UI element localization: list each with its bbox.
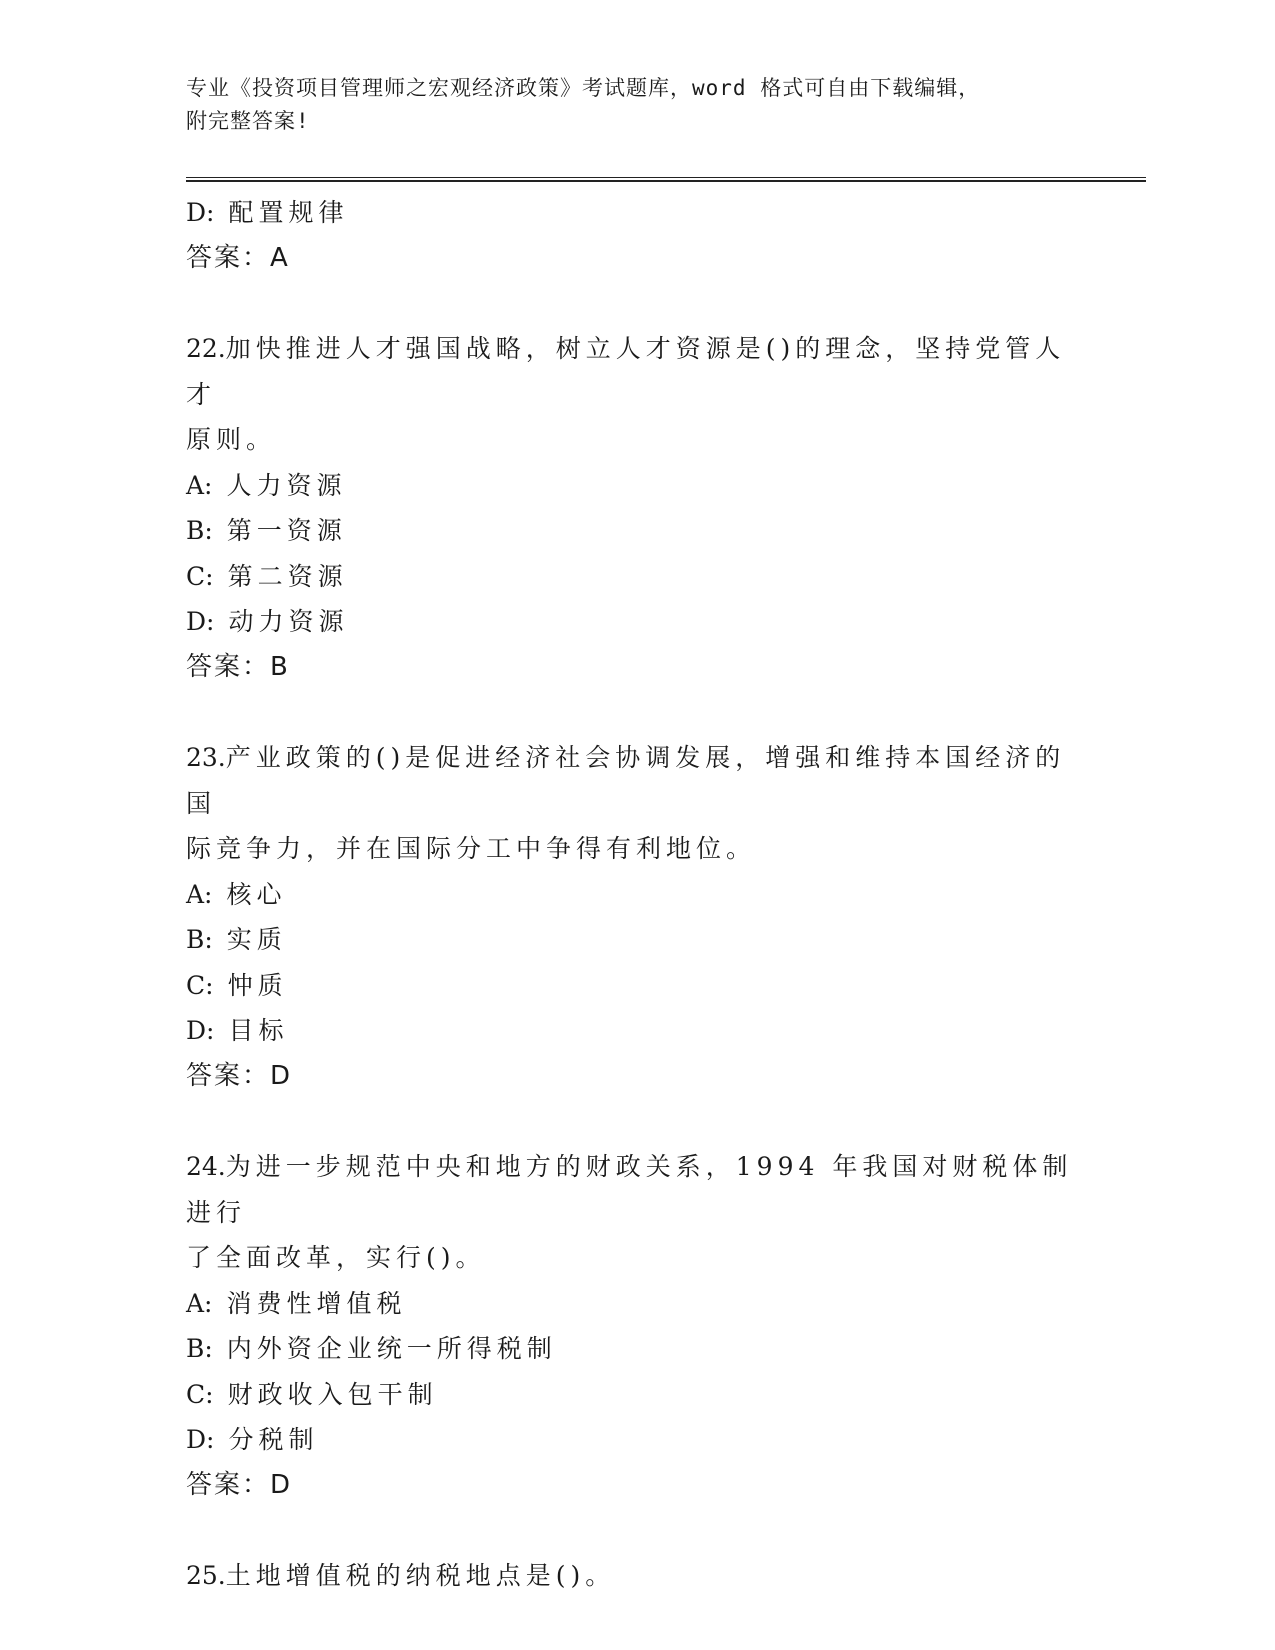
question-stem [186,1553,1076,1599]
option-key: A: [186,470,213,500]
question-number: 22. [186,334,226,363]
option-d [186,190,1086,236]
question-gap [186,1508,1086,1553]
option-key: D: [186,607,215,636]
option-d [186,1417,1086,1463]
question-text-line-1: 土地增值税的纳税地点是()。 [225,1561,616,1590]
question-text-line-1: 产业政策的()是促进经济社会协调发展，增强和维持本国经济的国 [186,743,1066,818]
answer-line: 答案：D [186,1469,293,1500]
option-text: 核心 [226,879,287,909]
question-text-line-2: 际竞争力，并在国际分工中争得有利地位。 [186,834,757,863]
question-24 [186,1144,1086,1508]
question-22 [186,326,1086,690]
option-key: D: [186,198,215,227]
option-d [186,1008,1086,1054]
question-text-line-2: 原则。 [186,425,277,454]
option-key: A: [186,879,213,909]
question-gap [186,281,1086,326]
option-key: C: [186,1379,214,1409]
option-key: D: [186,1425,215,1454]
option-c [186,554,1086,600]
question-23 [186,735,1086,1099]
question-number: 24. [186,1152,226,1181]
option-text: 内外资企业统一所得税制 [226,1334,557,1363]
document-header [186,72,1086,138]
header-line-2: 附完整答案! [186,109,310,133]
question-stem [186,735,1076,826]
question-text-line-2: 了全面改革，实行()。 [186,1243,486,1272]
question-number: 25. [186,1561,226,1590]
option-key: D: [186,1016,215,1045]
question-gap [186,690,1086,735]
option-b [186,508,1086,554]
answer-line: 答案：B [186,651,290,682]
question-25 [186,1553,1086,1599]
answer-line: 答案：A [186,242,290,273]
option-key: B: [186,516,213,545]
option-text: 实质 [226,925,287,954]
option-text: 配置规律 [228,198,349,227]
option-key: C: [186,970,214,1000]
question-text-line-1: 加快推进人才强国战略，树立人才资源是()的理念，坚持党管人才 [186,334,1066,409]
option-text: 第一资源 [226,516,347,545]
question-stem [186,1144,1076,1235]
option-b [186,917,1086,963]
option-key: A: [186,1288,213,1318]
option-d [186,599,1086,645]
header-divider [186,177,1146,182]
option-c [186,1372,1086,1418]
option-text: 分税制 [228,1425,319,1454]
option-text: 忡质 [227,970,288,1000]
option-c [186,963,1086,1009]
question-gap [186,1099,1086,1144]
option-a [186,463,1086,509]
option-key: B: [186,1334,213,1363]
option-a [186,1281,1086,1327]
question-stem [186,326,1076,417]
option-text: 财政收入包干制 [227,1379,438,1409]
option-b [186,1326,1086,1372]
option-text: 目标 [228,1016,289,1045]
option-text: 动力资源 [228,607,349,636]
question-number: 23. [186,743,226,772]
header-line-1: 专业《投资项目管理师之宏观经济政策》考试题库，word 格式可自由下载编辑， [186,76,981,100]
question-text-line-1: 为进一步规范中央和地方的财政关系，1994 年我国对财税体制进行 [186,1152,1073,1227]
answer-line: 答案：D [186,1060,293,1091]
option-key: B: [186,925,213,954]
option-text: 消费性增值税 [226,1288,407,1318]
option-text: 第二资源 [227,561,348,591]
option-a [186,872,1086,918]
option-text: 人力资源 [226,470,347,500]
option-key: C: [186,561,214,591]
question-content [186,190,1086,1599]
